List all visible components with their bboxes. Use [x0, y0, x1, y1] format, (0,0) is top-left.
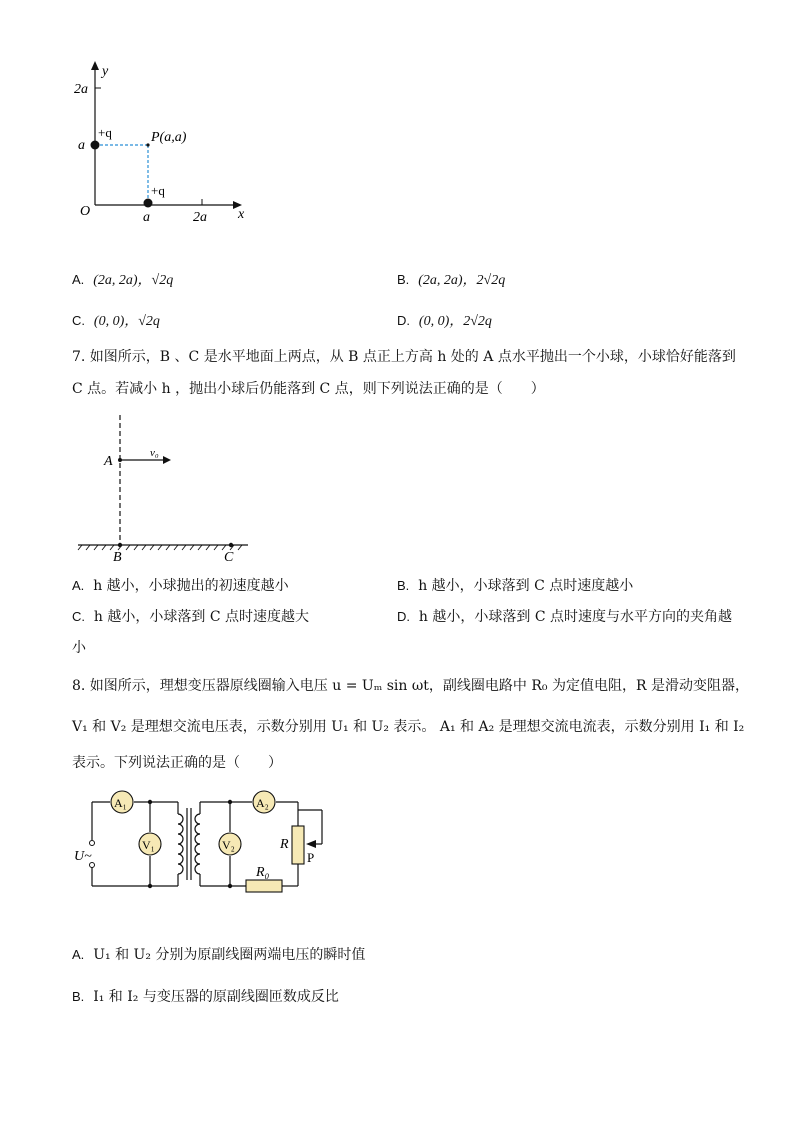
- q6-option-a: A. (2a, 2a)，√2q: [72, 272, 174, 288]
- ammeter-a2-label: A₂: [256, 796, 269, 810]
- coordinate-figure: [60, 55, 260, 230]
- q7-stem-line1: 7. 如图所示，B 、C 是水平地面上两点，从 B 点正上方高 h 处的 A 点水平抛出一个小球，小球恰好能落到: [72, 349, 736, 365]
- q7-option-a: A. h 越小，小球抛出的初速度越小: [72, 578, 289, 594]
- point-a-label: A: [104, 454, 113, 469]
- y-tick-a: a: [78, 138, 85, 153]
- projectile-figure: [70, 410, 260, 565]
- q8-stem-line2: V₁ 和 V₂ 是理想交流电压表，示数分别用 U₁ 和 U₂ 表示。 A₁ 和 A₂ 是理想交流电流表，示数分别用 I₁ 和 I₂: [72, 719, 745, 735]
- q6-option-b: B. (2a, 2a)，2√2q: [397, 272, 506, 288]
- y-axis-label: y: [102, 64, 109, 79]
- x-tick-a: a: [143, 210, 150, 225]
- slider-p-label: P: [307, 850, 315, 865]
- q7-option-c: C. h 越小，小球落到 C 点时速度越大: [72, 609, 309, 625]
- q8-option-a: A. U₁ 和 U₂ 分别为原副线圈两端电压的瞬时值: [72, 947, 366, 963]
- point-c-label: C: [224, 550, 234, 565]
- point-b-label: B: [113, 550, 122, 565]
- voltmeter-v1-label: V₁: [142, 838, 155, 852]
- q8-stem-line3: 表示。下列说法正确的是（ ）: [72, 755, 282, 771]
- charge-top-label: +q: [98, 125, 112, 140]
- resistor-r0-label: R₀: [256, 865, 270, 880]
- q8-stem-line1: 8. 如图所示，理想变压器原线圈输入电压 u = Uₘ sin ωt，副线圈电路中 R₀ 为定值电阻，R 是滑动变阻器，: [72, 678, 749, 694]
- q7-option-d: D. h 越小，小球落到 C 点时速度与水平方向的夹角越: [397, 609, 732, 625]
- x-axis-label: x: [238, 207, 245, 222]
- q7-option-b: B. h 越小，小球落到 C 点时速度越小: [397, 578, 634, 594]
- q6-option-d: D. (0, 0)，2√2q: [397, 313, 492, 329]
- x-tick-2a: 2a: [193, 210, 207, 225]
- rheostat-r-label: R: [280, 837, 289, 852]
- q6-option-c: C. (0, 0)，√2q: [72, 313, 160, 329]
- ammeter-a1-label: A₁: [114, 796, 127, 810]
- q7-option-d-continued: 小: [72, 640, 86, 656]
- q7-stem-line2: C 点。若减小 h ，抛出小球后仍能落到 C 点，则下列说法正确的是（ ）: [72, 381, 545, 397]
- y-tick-2a: 2a: [74, 82, 88, 97]
- q8-option-b: B. I₁ 和 I₂ 与变压器的原副线圈匝数成反比: [72, 989, 339, 1005]
- transformer-circuit-figure: [70, 786, 340, 901]
- origin-label: O: [80, 204, 91, 219]
- v0-label: v₀: [150, 447, 159, 459]
- charge-bottom-label: +q: [151, 183, 165, 198]
- source-label: U~: [74, 849, 92, 864]
- point-p-label: P(a,a): [151, 130, 187, 145]
- voltmeter-v2-label: V₂: [222, 838, 235, 852]
